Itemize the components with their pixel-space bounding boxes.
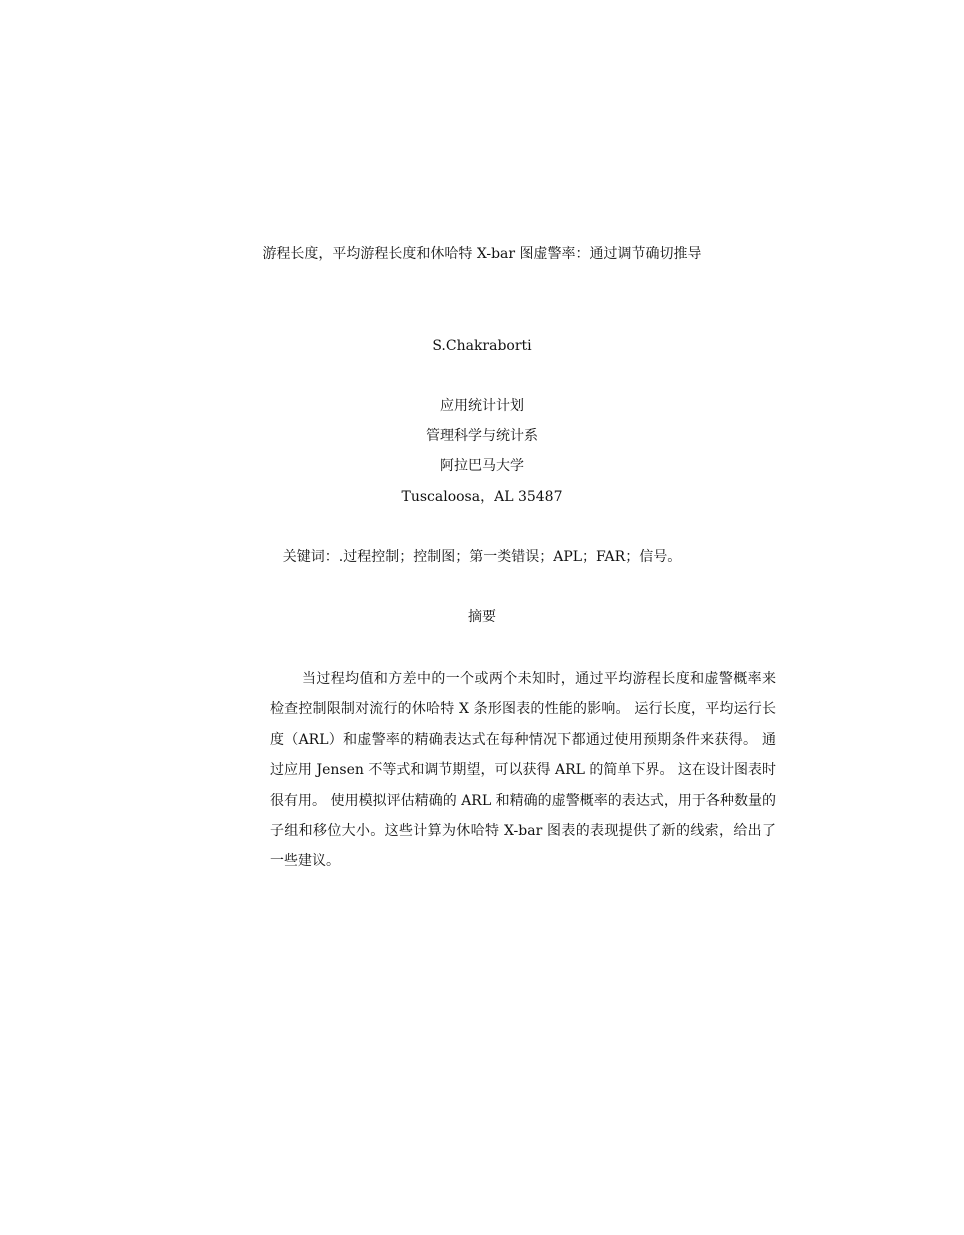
abstract-heading: 摘要 [468, 609, 496, 625]
affiliation-address: Tuscaloosa，AL 35487 [401, 489, 563, 505]
affiliation-department: 管理科学与统计系 [426, 428, 538, 444]
affiliation-program: 应用统计计划 [440, 398, 524, 414]
affiliation-university: 阿拉巴马大学 [440, 458, 524, 474]
author-name: S.Chakraborti [432, 338, 532, 354]
paper-title: 游程长度，平均游程长度和休哈特 X-bar 图虚警率：通过调节确切推导 [262, 246, 702, 262]
keywords: 关键词：.过程控制；控制图；第一类错误；APL；FAR；信号。 [282, 549, 682, 565]
abstract-body: 当过程均值和方差中的一个或两个未知时，通过平均游程长度和虚警概率来检查控制限制对流行的休哈特 X 条形图表的性能的影响。 运行长度，平均运行长度（ARL）和虚警率的精确表达式在每种情况下都通过使用预期条件来获得。 通过应用 Jensen 不等式和调节期望，可以获得 ARL 的简单下界。 这在设计图表时很有用。 使用模拟评估精确的 ARL 和精确的虚警概率的表达式，用于各种数量的子组和移位大小。这些计算为休哈特 X-bar 图表的表现提供了新的线索，给出了一些建议。 [270, 671, 776, 870]
